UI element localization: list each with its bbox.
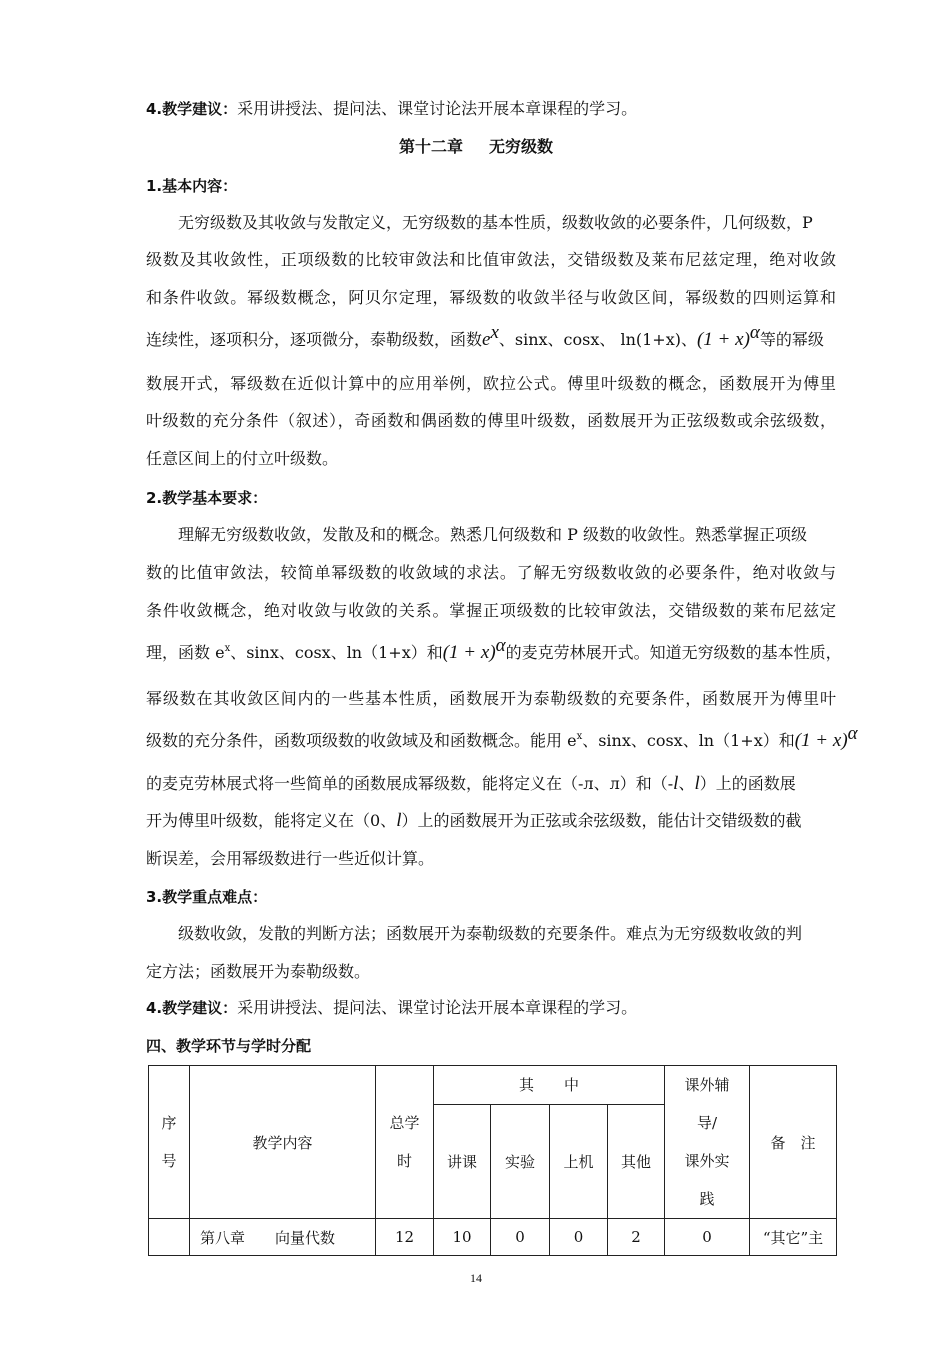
cell-remark: “其它”主 (750, 1219, 837, 1256)
table-row (149, 1219, 837, 1256)
suggestion-text: 采用讲授法、提问法、课堂讨论法开展本章课程的学习。 (237, 99, 638, 118)
text-segment: 、sinx、cosx、ln（1+x）和 (582, 731, 795, 750)
formula-exponent: α (749, 322, 760, 343)
header-extracurricular: 课外辅 导/ 课外实 践 (665, 1066, 750, 1219)
chapter-number: 第十二章 (398, 137, 463, 156)
page-number: 14 (470, 1271, 482, 1285)
paragraph-line-with-formula (146, 811, 836, 831)
text-segment: 的麦克劳林展式将一些简单的函数展成幂级数，能将定义在（-л、л）和（- (146, 774, 674, 793)
header-experiment: 实验 (491, 1104, 550, 1218)
header-lecture: 讲课 (434, 1104, 491, 1218)
cell-seq (149, 1219, 190, 1256)
text-segment: 、sinx、cosx、 ln(1+x)、 (498, 330, 697, 349)
paragraph-line: 条件收敛概念，绝对收敛与收敛的关系。掌握正项级数的比较审敛法，交错级数的莱布尼兹定 (146, 601, 836, 620)
paragraph-line: 理解无穷级数收敛，发散及和的概念。熟悉几何级数和 P 级数的收敛性。熟悉掌握正项级 (178, 525, 807, 544)
paragraph-line: 幂级数在其收敛区间内的一些基本性质，函数展开为泰勒级数的充要条件，函数展开为傅里叶 (146, 689, 836, 708)
cell-experiment: 0 (491, 1219, 550, 1256)
chapter-name: 无穷级数 (489, 137, 554, 156)
formula-exponent: x (576, 731, 583, 742)
paragraph-line-with-formula (146, 322, 836, 350)
text-segment: 理，函数 e (146, 643, 225, 662)
cell-extra: 0 (665, 1219, 750, 1256)
part-heading-hours: 四、教学环节与学时分配 (146, 1037, 312, 1055)
formula-e: e (482, 329, 491, 350)
suggestion-label: 4.教学建议： (146, 100, 238, 118)
header-seq: 序 号 (149, 1066, 190, 1219)
formula-binomial: (1 + x) (696, 329, 750, 350)
paragraph-line-with-formula (146, 723, 858, 751)
text-segment: 等的幂级 (759, 330, 824, 349)
cell-other: 2 (608, 1219, 665, 1256)
suggestion-label: 4.教学建议： (146, 999, 238, 1017)
paragraph-line: 数展开式，幂级数在近似计算中的应用举例，欧拉公式。傅里叶级数的概念，函数展开为傅里 (146, 374, 836, 393)
text-segment: 级数的充分条件，函数项级数的收敛域及和函数概念。能用 e (146, 731, 577, 750)
paragraph-line: 数的比值审敛法，较简单幂级数的收敛域的求法。了解无穷级数收敛的必要条件，绝对收敛与 (146, 563, 836, 582)
hours-allocation-table (148, 1065, 837, 1256)
text-segment: ）上的函数展 (699, 774, 796, 793)
section-heading-requirements: 2.教学基本要求： (146, 489, 268, 507)
paragraph-line: 叶级数的充分条件（叙述），奇函数和偶函数的傅里叶级数，函数展开为正弦级数或余弦级数， (146, 411, 836, 430)
paragraph-line: 定方法；函数展开为泰勒级数。 (146, 962, 371, 981)
paragraph-line: 无穷级数及其收敛与发散定义，无穷级数的基本性质，级数收敛的必要条件，几何级数，P (178, 213, 813, 232)
formula-l: l (673, 773, 679, 794)
cell-lecture: 10 (434, 1219, 491, 1256)
formula-binomial: (1 + x) (442, 642, 496, 663)
formula-exponent: α (495, 635, 506, 656)
header-other: 其他 (608, 1104, 665, 1218)
previous-chapter-suggestion (146, 99, 836, 119)
paragraph-line: 和条件收敛。幂级数概念，阿贝尔定理，幂级数的收敛半径与收敛区间，幂级数的四则运算和 (146, 288, 836, 307)
suggestion-text: 采用讲授法、提问法、课堂讨论法开展本章课程的学习。 (237, 998, 638, 1017)
text-segment: 的麦克劳林展开式。知道无穷级数的基本性质， (505, 643, 842, 662)
header-among: 其 中 (434, 1066, 665, 1105)
paragraph-line: 任意区间上的付立叶级数。 (146, 449, 339, 468)
header-content: 教学内容 (190, 1066, 376, 1219)
teaching-suggestion (146, 998, 836, 1018)
header-total-hours: 总学 时 (376, 1066, 434, 1219)
header-remark: 备 注 (750, 1066, 837, 1219)
text-segment: 、 (678, 774, 695, 793)
text-segment: 、sinx、cosx、ln（1+x）和 (230, 643, 443, 662)
paragraph-line: 断误差，会用幂级数进行一些近似计算。 (146, 849, 435, 868)
header-computer: 上机 (550, 1104, 608, 1218)
cell-computer: 0 (550, 1219, 608, 1256)
formula-exponent: x (490, 322, 499, 343)
cell-total: 12 (376, 1219, 434, 1256)
chapter-title (0, 137, 952, 157)
text-segment: 连续性，逐项积分，逐项微分，泰勒级数，函数 (146, 330, 483, 349)
formula-exponent: α (847, 723, 858, 744)
paragraph-line: 级数收敛，发散的判断方法；函数展开为泰勒级数的充要条件。难点为无穷级数收敛的判 (178, 924, 803, 943)
paragraph-line-with-formula (146, 635, 842, 663)
cell-content: 第八章 向量代数 (190, 1219, 376, 1256)
section-heading-basic-content: 1.基本内容： (146, 177, 238, 195)
paragraph-line: 级数及其收敛性，正项级数的比较审敛法和比值审敛法，交错级数及莱布尼兹定理，绝对收敛 (146, 250, 836, 269)
formula-l: l (694, 773, 700, 794)
formula-binomial: (1 + x) (794, 730, 848, 751)
formula-l: l (396, 810, 402, 831)
paragraph-line-with-formula (146, 774, 836, 794)
text-segment: 开为傅里叶级数，能将定义在（0、 (146, 811, 397, 830)
section-heading-key-points: 3.教学重点难点： (146, 888, 268, 906)
text-segment: ）上的函数展开为正弦或余弦级数，能估计交错级数的截 (401, 811, 802, 830)
formula-exponent: x (224, 643, 231, 654)
